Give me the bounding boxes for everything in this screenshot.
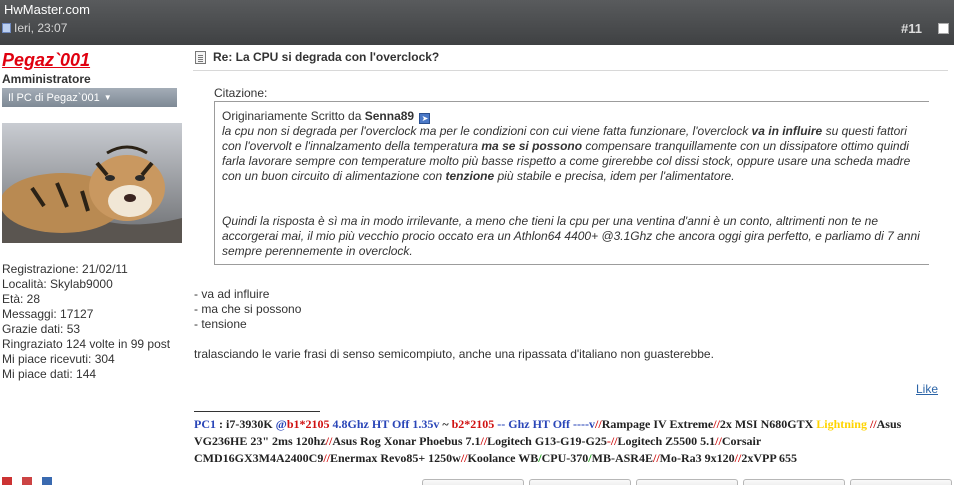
username-link[interactable]: Pegaz`001 [2, 50, 91, 70]
post-date [2, 21, 67, 35]
signature-segment: -- Ghz HT Off ----v [494, 417, 596, 431]
signature-segment: // [652, 451, 660, 465]
signature-segment: Asus VG236HE 23" 2ms 120hz [194, 417, 902, 448]
user-avatar [2, 123, 182, 243]
reply-remark: tralasciando le varie frasi di senso semicompiuto, anche una ripassata d'italiano non guasterebbe. [194, 347, 714, 361]
site-name[interactable]: HwMaster.com [4, 2, 90, 17]
stat-location: Località: Skylab9000 [2, 277, 113, 291]
signature-segment: Corsair CMD16GX3M4A2400C9 [194, 434, 761, 465]
quote-emphasis: va in influire [751, 124, 823, 138]
quote-source-prefix: Originariamente Scritto da [222, 109, 365, 123]
quote-text: compensare tranquillamente con un dissipatore ottimo quindi farla lavorare sempre con temperature molto più basse rispetto a come girerebbe col dissi stock, oppure usare una scheda madre con un buon circuito di alimentazione con [222, 139, 911, 183]
signature-segment: ~ [439, 417, 452, 431]
signature-segment: @ [275, 417, 287, 431]
signature-segment: -// [606, 434, 618, 448]
signature-segment: 2x MSI N680GTX [719, 417, 817, 431]
signature-divider [194, 411, 320, 412]
signature-segment: Rampage IV Extreme [601, 417, 714, 431]
signature-segment: b1*2105 [286, 417, 330, 431]
list-item: - tensione [194, 317, 247, 331]
action-button[interactable] [529, 479, 631, 485]
list-item: - ma che si possono [194, 302, 302, 316]
action-button[interactable] [743, 479, 845, 485]
stat-messages: Messaggi: 17127 [2, 307, 94, 321]
signature-segment: // [460, 451, 468, 465]
reply-list [194, 287, 301, 332]
online-status-icon [2, 477, 12, 485]
title-divider [193, 70, 948, 71]
post-title [195, 50, 439, 64]
user-pc-label: Il PC di Pegaz`001 [8, 91, 100, 104]
signature-segment: / [588, 451, 592, 465]
quote-text: più stabile e precisa, idem per l'alimentatore. [494, 169, 735, 183]
quote-paragraph-2: Quindi la risposta è sì ma in modo irrilevante, a meno che tieni la cpu per una ventina d'anni è un conto, altrimenti non te ne accorgerai mai, il mio più vecchio procio occato era un Athlon64 4400+ @3.1Ghz che ancora oggi gira perfetto, e parliamo di 7 anni sempre perennemente in overclock. [222, 214, 920, 258]
signature-segment: Lightning [816, 417, 867, 431]
signature-segment: MB-ASR4E [591, 451, 653, 465]
signature-segment: b2*2105 [451, 417, 495, 431]
signature-segment: // [595, 417, 602, 431]
post-date-text: Ieri, 23:07 [14, 21, 68, 35]
quote-block [214, 101, 929, 265]
signature-segment: CPU-370 [541, 451, 589, 465]
quote-source [222, 109, 922, 124]
signature-segment: // [323, 451, 330, 465]
post-title-text: Re: La CPU si degrada con l'overclock? [213, 50, 440, 64]
post-action-buttons [422, 479, 952, 485]
stat-thanked: Ringraziato 124 volte in 99 post [2, 337, 171, 351]
post-icon [2, 23, 11, 33]
stat-likes-received: Mi piace ricevuti: 304 [2, 352, 115, 366]
signature-segment: // [713, 417, 720, 431]
user-stats [2, 262, 170, 382]
signature-segment: 4.8Ghz HT Off 1.35v [329, 417, 440, 431]
like-link[interactable]: Like [915, 382, 938, 396]
bottom-icons [2, 477, 52, 485]
select-post-checkbox[interactable] [938, 23, 949, 34]
quote-text: su questi fattori con l'overvolt e l'innalzamento della temperatura [222, 124, 907, 153]
signature-segment: // [480, 434, 488, 448]
quote-author: Senna89 [364, 109, 415, 123]
stat-age: Età: 28 [2, 292, 41, 306]
signature-segment: Enermax Revo85+ 1250w [330, 451, 461, 465]
quote-emphasis: tenzione [445, 169, 495, 183]
action-button[interactable] [422, 479, 524, 485]
ip-icon[interactable] [42, 477, 52, 485]
report-icon[interactable] [22, 477, 32, 485]
signature-segment: Asus Rog Xonar Phoebus 7.1 [332, 434, 481, 448]
quote-emphasis: ma se si possono [481, 139, 583, 153]
stat-likes-given: Mi piace dati: 144 [2, 367, 97, 381]
quote-label: Citazione: [214, 86, 268, 100]
stat-registration: Registrazione: 21/02/11 [2, 262, 128, 276]
user-title: Amministratore [2, 72, 91, 86]
signature-segment: / [538, 451, 542, 465]
signature-segment: Mo-Ra3 9x120 [659, 451, 735, 465]
signature-segment: // [734, 451, 742, 465]
document-icon [195, 51, 206, 64]
signature-segment: 2xVPP 655 [741, 451, 797, 465]
signature [194, 416, 934, 467]
list-item: - va ad influire [194, 287, 270, 301]
stat-thanks-given: Grazie dati: 53 [2, 322, 81, 336]
signature-segment: : i7-3930K [216, 417, 276, 431]
chevron-down-icon: ▼ [103, 93, 112, 102]
signature-segment: // [866, 417, 877, 431]
quote-paragraph-1 [222, 124, 922, 184]
action-button[interactable] [850, 479, 952, 485]
quote-text: la cpu non si degrada per l'overclock ma per le condizioni con cui viene fatta funzionare, l'overclock [222, 124, 752, 138]
action-button[interactable] [636, 479, 738, 485]
signature-segment: Koolance WB [467, 451, 539, 465]
user-pc-dropdown[interactable] [2, 88, 177, 107]
signature-segment: // [325, 434, 333, 448]
signature-segment: Logitech G13-G19-G25 [487, 434, 607, 448]
post-header-bar [0, 0, 954, 45]
signature-segment: PC1 [194, 417, 216, 431]
signature-segment: Logitech Z5500 5.1 [617, 434, 716, 448]
post-number-link[interactable]: #11 [901, 21, 922, 36]
view-post-arrow-icon[interactable]: ➤ [419, 113, 430, 124]
signature-segment: // [715, 434, 722, 448]
